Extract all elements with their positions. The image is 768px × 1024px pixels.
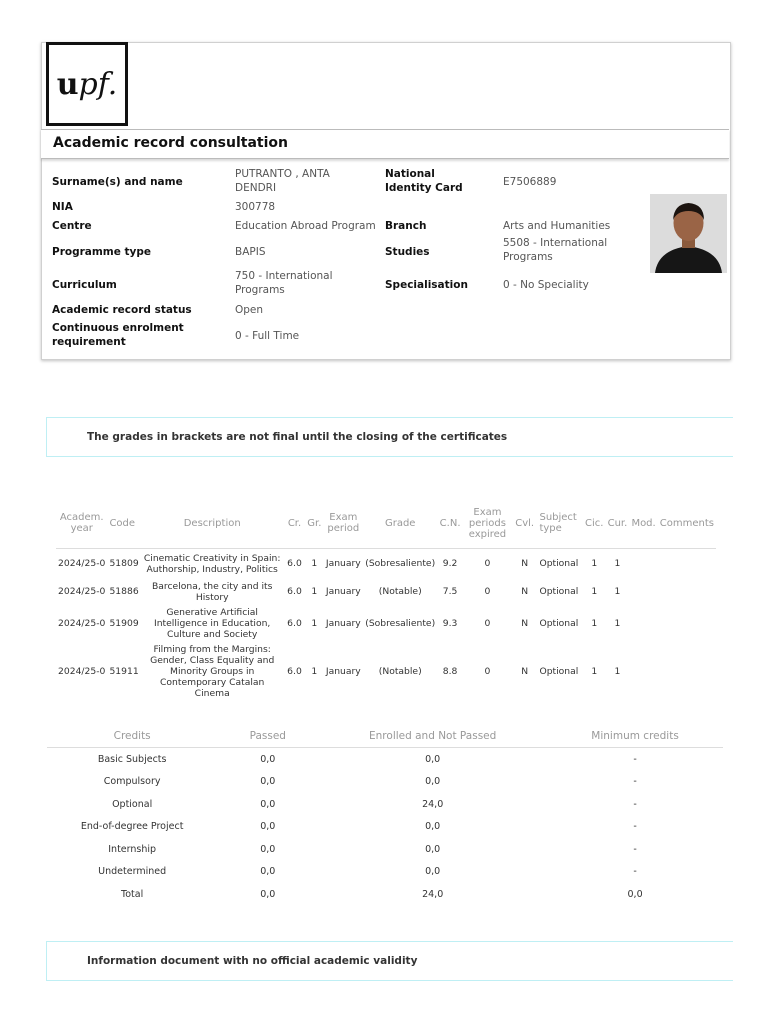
cell-comments (658, 579, 716, 605)
specialisation-label: Specialisation (385, 279, 468, 291)
col-enrolled-not-passed: Enrolled and Not Passed (318, 725, 547, 748)
col-exam-period: Exam period (323, 500, 363, 549)
cell-enrolled: 0,0 (425, 753, 441, 765)
cell-expired: 0 (484, 665, 491, 677)
cell-expired: 0 (484, 617, 491, 629)
cell-passed: 0,0 (260, 888, 276, 900)
col-exam-periods-expired: Exam periods expired (463, 500, 512, 549)
cell-grade: (Sobresaliente) (365, 558, 436, 570)
cell-code: 51909 (109, 617, 139, 629)
col-group: Gr. (305, 500, 323, 549)
upf-logo: u pf. (46, 42, 128, 126)
cell-year: 2024/25-0 (58, 586, 106, 597)
cell-passed: 0,0 (260, 821, 276, 833)
credits-row (47, 748, 723, 771)
col-description: Description (141, 500, 284, 549)
cell-credits: 6.0 (287, 558, 302, 570)
branch-label: Branch (385, 220, 427, 232)
cell-cur: 1 (614, 665, 621, 677)
curriculum-value: 750 - International Programs (235, 270, 333, 296)
cell-group: 1 (311, 558, 318, 570)
cell-enrolled: 24,0 (422, 798, 444, 810)
continuous-enrolment-value: 0 - Full Time (235, 330, 300, 342)
cell-mod (629, 549, 657, 579)
validity-notice: Information document with no official academic validity (46, 941, 733, 981)
credits-row (47, 771, 723, 794)
cell-minimum: - (633, 843, 637, 855)
cell-comments (658, 605, 716, 642)
grade-row (56, 549, 716, 579)
cell-minimum: - (633, 753, 637, 765)
credits-header-row (47, 725, 723, 748)
cell-credit-type: Total (121, 888, 144, 900)
cell-group: 1 (311, 586, 318, 597)
cell-cic: 1 (591, 617, 598, 629)
cell-subject-type: Optional (539, 586, 579, 597)
cell-grade: (Notable) (378, 586, 422, 597)
surname-label: Surname(s) and name (52, 176, 183, 188)
cell-expired: 0 (484, 586, 491, 597)
grade-row (56, 605, 716, 642)
cell-cn: 9.2 (442, 558, 458, 570)
cell-mod (629, 605, 657, 642)
cell-passed: 0,0 (260, 866, 276, 878)
credits-row (47, 838, 723, 861)
cell-cn: 9.3 (442, 617, 458, 629)
credits-row (47, 793, 723, 816)
specialisation-value: 0 - No Speciality (503, 279, 589, 291)
cell-credit-type: Optional (112, 798, 153, 810)
cell-cic: 1 (591, 586, 598, 597)
cell-cvl: N (521, 586, 529, 597)
col-cur: Cur. (605, 500, 629, 549)
cell-minimum: - (633, 866, 637, 878)
cell-mod (629, 579, 657, 605)
cell-year: 2024/25-0 (58, 665, 106, 677)
cell-credit-type: End-of-degree Project (80, 821, 184, 833)
col-grade: Grade (363, 500, 437, 549)
cell-credit-type: Compulsory (103, 776, 161, 788)
cell-subject-type: Optional (539, 617, 579, 629)
cell-enrolled: 0,0 (425, 866, 441, 878)
cell-year: 2024/25-0 (58, 617, 106, 629)
cell-cn: 8.8 (442, 665, 458, 677)
cell-cic: 1 (591, 665, 598, 677)
page-title: Academic record consultation (53, 135, 288, 151)
cell-mod (629, 642, 657, 701)
surname-value: PUTRANTO , ANTA DENDRI (235, 168, 330, 194)
cell-passed: 0,0 (260, 843, 276, 855)
col-subject-type: Subject type (537, 500, 583, 549)
cell-description: Barcelona, the city and its History (152, 580, 273, 603)
branch-value: Arts and Humanities (503, 220, 611, 232)
programme-type-value: BAPIS (235, 246, 266, 258)
cell-description: Cinematic Creativity in Spain: Authorship, Industry, Politics (143, 552, 281, 575)
cell-enrolled: 0,0 (425, 843, 441, 855)
cell-minimum: - (633, 798, 637, 810)
cell-cur: 1 (614, 617, 621, 629)
cell-expired: 0 (484, 558, 491, 570)
nid-value: E7506889 (503, 176, 557, 188)
credits-row (47, 816, 723, 839)
col-passed: Passed (217, 725, 318, 748)
cell-minimum: - (633, 776, 637, 788)
col-cn: C.N. (437, 500, 463, 549)
centre-label: Centre (52, 220, 92, 232)
grades-header-row (56, 500, 716, 549)
nia-value: 300778 (235, 201, 276, 213)
cell-credits: 6.0 (287, 586, 302, 597)
credits-row (47, 861, 723, 884)
cell-credit-type: Basic Subjects (97, 753, 167, 765)
cell-cvl: N (521, 665, 529, 677)
col-code: Code (107, 500, 140, 549)
cell-cn: 7.5 (442, 586, 458, 597)
cell-year: 2024/25-0 (58, 558, 106, 570)
cell-minimum: - (633, 821, 637, 833)
grades-notice: The grades in brackets are not final until the closing of the certificates (46, 417, 733, 457)
cell-credit-type: Internship (108, 843, 157, 855)
cell-grade: (Sobresaliente) (365, 617, 436, 629)
studies-value: 5508 - International Programs (503, 237, 608, 263)
cell-comments (658, 642, 716, 701)
cell-passed: 0,0 (260, 753, 276, 765)
cell-enrolled: 0,0 (425, 821, 441, 833)
continuous-enrolment-label: Continuous enrolment requirement (52, 322, 184, 348)
cell-enrolled: 0,0 (425, 776, 441, 788)
title-bar (41, 129, 729, 159)
col-comments: Comments (658, 500, 716, 549)
grade-row (56, 642, 716, 701)
cell-exam-period: January (325, 558, 361, 570)
studies-label: Studies (385, 246, 430, 258)
cell-exam-period: January (325, 586, 361, 597)
cell-passed: 0,0 (260, 798, 276, 810)
cell-passed: 0,0 (260, 776, 276, 788)
cell-credits: 6.0 (287, 617, 302, 629)
cell-description: Generative Artificial Intelligence in Education, Culture and Society (154, 606, 271, 640)
cell-cic: 1 (591, 558, 598, 570)
cell-subject-type: Optional (539, 665, 579, 677)
col-credits: Credits (47, 725, 217, 748)
cell-cur: 1 (614, 558, 621, 570)
cell-code: 51809 (109, 558, 139, 570)
status-value: Open (235, 304, 264, 316)
col-cvl: Cvl. (512, 500, 538, 549)
cell-description: Filming from the Margins: Gender, Class Equality and Minority Groups in Contemporary Catalan Cinema (150, 643, 275, 699)
col-cic: Cic. (583, 500, 605, 549)
cell-code: 51911 (109, 665, 139, 677)
cell-credit-type: Undetermined (98, 866, 167, 878)
programme-type-label: Programme type (52, 246, 152, 258)
student-photo (650, 194, 727, 273)
curriculum-label: Curriculum (52, 279, 117, 291)
cell-code: 51886 (109, 586, 139, 597)
cell-cvl: N (521, 617, 529, 629)
cell-grade: (Notable) (378, 665, 422, 677)
nia-label: NIA (52, 201, 73, 213)
nid-label: National Identity Card (385, 168, 463, 194)
cell-cvl: N (521, 558, 529, 570)
col-mod: Mod. (629, 500, 657, 549)
cell-exam-period: January (325, 665, 361, 677)
grades-table (56, 500, 716, 701)
cell-minimum: 0,0 (627, 888, 643, 900)
cell-credits: 6.0 (287, 665, 302, 677)
grade-row (56, 579, 716, 605)
centre-value: Education Abroad Program (235, 220, 376, 232)
cell-group: 1 (311, 665, 318, 677)
status-label: Academic record status (52, 304, 192, 316)
col-credits: Cr. (284, 500, 306, 549)
cell-enrolled: 24,0 (422, 888, 444, 900)
credits-table (47, 725, 723, 906)
col-academ-year: Academ. year (56, 500, 107, 549)
cell-subject-type: Optional (539, 558, 579, 570)
cell-group: 1 (311, 617, 318, 629)
cell-comments (658, 549, 716, 579)
col-minimum-credits: Minimum credits (547, 725, 723, 748)
cell-cur: 1 (614, 586, 621, 597)
cell-exam-period: January (325, 617, 361, 629)
credits-row-total (47, 883, 723, 906)
